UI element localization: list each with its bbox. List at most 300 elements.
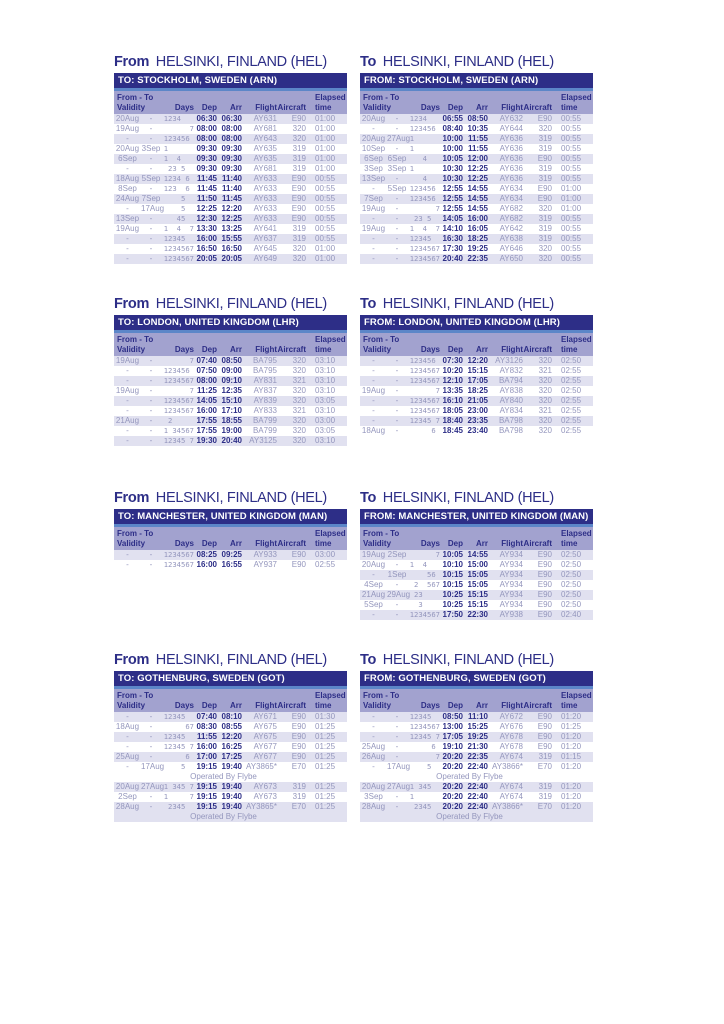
aircraft-type-cell: 320 — [538, 254, 552, 263]
elapsed-time-cell: 02:50 — [561, 356, 582, 365]
table-row — [360, 426, 593, 436]
dep-time-cell: 10:25 — [442, 590, 463, 599]
flight-header: Flight — [501, 538, 523, 548]
table-row — [360, 134, 593, 144]
days-cell: 1234567 — [163, 560, 194, 569]
column-header-line-2 — [360, 701, 593, 711]
validity-to-cell: 17Aug — [141, 204, 165, 213]
arr-header: Arr — [475, 344, 488, 354]
elapsed-header: Elapsed — [561, 529, 592, 538]
elapsed-time-cell: 02:50 — [561, 570, 582, 579]
validity-to-cell: - — [395, 366, 399, 375]
table-rows — [114, 114, 347, 264]
from-to-header: From - To — [363, 691, 400, 700]
validity-to-cell: - — [149, 376, 153, 385]
elapsed-time-cell: 01:20 — [561, 732, 582, 741]
validity-header: Validity — [363, 102, 392, 112]
flight-number-cell: AY644 — [499, 124, 523, 133]
dep-time-cell: 18:40 — [442, 416, 463, 425]
table-row — [360, 154, 593, 164]
dep-time-cell: 13:35 — [442, 386, 463, 395]
aircraft-type-cell: 319 — [538, 164, 552, 173]
elapsed-time-cell: 00:55 — [315, 184, 336, 193]
elapsed-time-cell: 01:00 — [315, 114, 336, 123]
validity-to-cell: 6Sep — [387, 154, 407, 163]
aircraft-header: Aircraft — [277, 700, 306, 710]
days-cell: 12345 7 — [409, 416, 440, 425]
table-row — [114, 204, 347, 214]
arr-time-cell: 09:30 — [221, 154, 242, 163]
validity-to-cell: - — [149, 742, 153, 751]
days-cell: 123456 — [409, 356, 440, 365]
flight-number-cell: AY934 — [499, 570, 523, 579]
aircraft-type-cell: 319 — [538, 234, 552, 243]
timetable-block — [360, 54, 593, 264]
arr-time-cell: 15:15 — [467, 590, 488, 599]
flight-number-cell: AY938 — [499, 610, 523, 619]
elapsed-time-cell: 03:10 — [315, 366, 336, 375]
days-cell: 12345 — [163, 732, 194, 741]
flight-number-cell: AY840 — [499, 396, 523, 405]
airport-label: HELSINKI, FINLAND (HEL) — [155, 490, 327, 506]
flight-number-cell: AY646 — [499, 244, 523, 253]
arr-time-cell: 18:25 — [467, 234, 488, 243]
days-cell: 1 4 — [409, 560, 440, 569]
flight-number-cell: AY674 — [499, 752, 523, 761]
flight-number-cell: AY677 — [253, 742, 277, 751]
days-cell: 7 — [409, 386, 440, 395]
table-row — [360, 792, 593, 802]
flight-number-cell: AY934 — [499, 560, 523, 569]
elapsed-time-cell: 01:00 — [315, 254, 336, 263]
arr-time-cell: 22:40 — [467, 782, 488, 791]
validity-to-cell: - — [395, 406, 399, 415]
validity-from-cell: 4Sep — [364, 580, 383, 589]
flight-number-cell: AY934 — [499, 590, 523, 599]
flight-number-cell: AY643 — [253, 134, 277, 143]
validity-to-cell: - — [395, 234, 399, 243]
flight-number-cell: BA799 — [252, 426, 277, 435]
aircraft-type-cell: E90 — [291, 174, 306, 183]
column-header — [114, 689, 347, 712]
elapsed-time-cell: 03:00 — [315, 416, 336, 425]
dep-time-cell: 07:30 — [442, 356, 463, 365]
dep-time-cell: 19:15 — [196, 782, 217, 791]
flight-number-cell: AY633 — [253, 174, 277, 183]
days-cell: 67 — [163, 722, 194, 731]
table-row — [114, 762, 347, 772]
days-cell: 123456 — [409, 124, 440, 133]
validity-from-cell: - — [126, 426, 129, 435]
arr-time-cell: 15:00 — [467, 560, 488, 569]
elapsed-time-cell: 03:05 — [315, 426, 336, 435]
dep-time-cell: 20:05 — [196, 254, 217, 263]
dep-time-cell: 07:40 — [196, 712, 217, 721]
elapsed-time-cell: 00:55 — [315, 204, 336, 213]
arr-time-cell: 08:50 — [221, 356, 242, 365]
table-row — [114, 376, 347, 386]
column-header-line-1 — [360, 691, 593, 701]
arr-time-cell: 19:40 — [221, 802, 242, 811]
validity-to-cell: - — [149, 114, 153, 123]
validity-from-cell: 19Aug — [115, 356, 140, 365]
days-cell: 1234567 — [409, 722, 440, 731]
time-header: time — [315, 344, 332, 354]
validity-header: Validity — [117, 538, 146, 548]
flight-number-cell: AY678 — [499, 732, 523, 741]
validity-from-cell: 19Aug — [361, 224, 386, 233]
arr-time-cell: 16:50 — [221, 244, 242, 253]
validity-from-cell: - — [372, 570, 375, 579]
elapsed-time-cell: 02:55 — [315, 560, 336, 569]
table-row — [360, 782, 593, 792]
validity-to-cell: - — [149, 214, 153, 223]
operated-by-note: Operated By Flybe — [114, 812, 347, 822]
dep-header: Dep — [201, 538, 217, 548]
validity-to-cell: - — [395, 560, 399, 569]
validity-from-cell: 3Sep — [364, 164, 383, 173]
arr-time-cell: 16:25 — [221, 742, 242, 751]
validity-from-cell: 13Sep — [361, 174, 386, 183]
elapsed-time-cell: 02:55 — [561, 366, 582, 375]
table-row — [360, 376, 593, 386]
elapsed-time-cell: 03:05 — [315, 396, 336, 405]
flight-number-cell: AY677 — [253, 752, 277, 761]
arr-header: Arr — [229, 344, 242, 354]
arr-time-cell: 17:05 — [467, 376, 488, 385]
dep-time-cell: 16:00 — [196, 234, 217, 243]
column-header-line-1 — [114, 529, 347, 539]
dep-header: Dep — [447, 102, 463, 112]
dep-time-cell: 16:00 — [196, 560, 217, 569]
flight-number-cell: AY682 — [499, 214, 523, 223]
table-row — [360, 722, 593, 732]
days-header: Days — [174, 700, 194, 710]
elapsed-time-cell: 01:20 — [561, 792, 582, 801]
validity-from-cell: 18Aug — [115, 174, 140, 183]
elapsed-time-cell: 01:25 — [315, 762, 336, 771]
flight-number-cell: AY636 — [499, 164, 523, 173]
days-cell: 2 — [163, 416, 194, 425]
route-header-bar: TO: MANCHESTER, UNITED KINGDOM (MAN) — [114, 509, 347, 524]
aircraft-type-cell: E90 — [537, 194, 552, 203]
dep-time-cell: 07:50 — [196, 366, 217, 375]
arr-time-cell: 12:25 — [221, 214, 242, 223]
arr-time-cell: 20:05 — [221, 254, 242, 263]
validity-to-cell: - — [149, 732, 153, 741]
dep-time-cell: 13:00 — [442, 722, 463, 731]
aircraft-type-cell: 320 — [538, 386, 552, 395]
validity-to-cell: - — [395, 194, 399, 203]
dep-time-cell: 20:20 — [442, 782, 463, 791]
dep-time-cell: 11:25 — [196, 386, 217, 395]
column-header-line-2 — [114, 539, 347, 549]
table-pair — [114, 652, 724, 822]
days-cell: 7 — [409, 204, 440, 213]
elapsed-time-cell: 02:55 — [561, 416, 582, 425]
aircraft-type-cell: 319 — [292, 234, 306, 243]
table-row — [360, 752, 593, 762]
validity-to-cell: - — [395, 752, 399, 761]
flight-number-cell: AY934 — [499, 550, 523, 559]
dep-time-cell: 17:50 — [442, 610, 463, 619]
validity-to-cell: - — [395, 722, 399, 731]
table-row — [360, 356, 593, 366]
aircraft-type-cell: 319 — [292, 224, 306, 233]
days-cell: 2 567 — [409, 580, 440, 589]
dep-time-cell: 19:15 — [196, 792, 217, 801]
dep-time-cell: 16:00 — [196, 742, 217, 751]
days-cell: 12345 — [409, 234, 440, 243]
dep-time-cell: 10:30 — [442, 164, 463, 173]
validity-from-cell: - — [372, 762, 375, 771]
days-cell: 5 — [409, 762, 440, 771]
table-rows — [360, 550, 593, 620]
time-header: time — [315, 538, 332, 548]
arr-time-cell: 17:25 — [221, 752, 242, 761]
aircraft-type-cell: E90 — [537, 154, 552, 163]
flight-number-cell: AY832 — [499, 366, 523, 375]
flight-header: Flight — [501, 700, 523, 710]
days-cell: 4 — [409, 154, 440, 163]
elapsed-time-cell: 01:20 — [561, 782, 582, 791]
validity-from-cell: 10Sep — [361, 144, 386, 153]
days-cell: 1 — [409, 144, 440, 153]
arr-time-cell: 14:55 — [467, 194, 488, 203]
airport-label: HELSINKI, FINLAND (HEL) — [155, 296, 327, 312]
validity-from-cell: - — [372, 610, 375, 619]
validity-from-cell: 18Aug — [361, 426, 386, 435]
elapsed-time-cell: 03:10 — [315, 356, 336, 365]
aircraft-type-cell: 320 — [538, 416, 552, 425]
table-row — [114, 254, 347, 264]
arr-time-cell: 12:20 — [221, 732, 242, 741]
dep-time-cell: 08:30 — [196, 722, 217, 731]
aircraft-type-cell: E70 — [537, 802, 552, 811]
elapsed-time-cell: 02:55 — [561, 396, 582, 405]
column-header-line-2 — [114, 701, 347, 711]
elapsed-time-cell: 00:55 — [561, 134, 582, 143]
validity-to-cell: - — [149, 396, 153, 405]
aircraft-type-cell: 320 — [292, 254, 306, 263]
aircraft-type-cell: E90 — [537, 550, 552, 559]
table-row — [114, 184, 347, 194]
elapsed-time-cell: 02:50 — [561, 600, 582, 609]
from-to-header: From - To — [117, 529, 154, 538]
table-row — [114, 134, 347, 144]
column-header-line-2 — [360, 539, 593, 549]
dep-time-cell: 07:40 — [196, 356, 217, 365]
validity-to-cell: 1Sep — [387, 570, 407, 579]
table-row — [114, 164, 347, 174]
table-row — [360, 550, 593, 560]
dep-time-cell: 19:10 — [442, 742, 463, 751]
days-header: Days — [174, 344, 194, 354]
aircraft-type-cell: E70 — [291, 762, 306, 771]
aircraft-type-cell: E90 — [537, 570, 552, 579]
table-row — [114, 802, 347, 812]
validity-from-cell: - — [372, 396, 375, 405]
days-cell: 6 — [409, 426, 440, 435]
validity-from-cell: - — [372, 712, 375, 721]
arr-time-cell: 22:40 — [467, 802, 488, 811]
validity-to-cell: - — [149, 224, 153, 233]
days-cell: 123456 — [163, 366, 194, 375]
arr-time-cell: 06:30 — [221, 114, 242, 123]
arr-time-cell: 15:55 — [221, 234, 242, 243]
table-title — [114, 490, 347, 506]
validity-header: Validity — [363, 344, 392, 354]
table-row — [360, 570, 593, 580]
aircraft-type-cell: E90 — [291, 712, 306, 721]
arr-time-cell: 09:30 — [221, 164, 242, 173]
aircraft-header: Aircraft — [277, 538, 306, 548]
aircraft-type-cell: E90 — [537, 722, 552, 731]
table-row — [360, 386, 593, 396]
validity-to-cell: 27Aug — [141, 782, 165, 791]
elapsed-time-cell: 01:00 — [315, 154, 336, 163]
arr-time-cell: 16:55 — [221, 560, 242, 569]
days-cell: 7 — [409, 752, 440, 761]
validity-to-cell: - — [149, 154, 153, 163]
arr-time-cell: 08:00 — [221, 134, 242, 143]
column-header — [360, 527, 593, 550]
flight-number-cell: AY650 — [499, 254, 523, 263]
days-cell: 1 4 — [163, 154, 194, 163]
elapsed-time-cell: 01:00 — [561, 184, 582, 193]
dep-time-cell: 12:25 — [196, 204, 217, 213]
elapsed-time-cell: 00:55 — [315, 234, 336, 243]
table-row — [114, 214, 347, 224]
dep-header: Dep — [201, 102, 217, 112]
table-rows — [360, 356, 593, 436]
flight-number-cell: AY637 — [253, 234, 277, 243]
aircraft-type-cell: 320 — [538, 244, 552, 253]
validity-to-cell: - — [149, 366, 153, 375]
flight-number-cell: AY636 — [499, 154, 523, 163]
arr-time-cell: 14:55 — [467, 184, 488, 193]
flight-number-cell: AY631 — [253, 114, 277, 123]
days-cell: 12345 7 — [163, 742, 194, 751]
elapsed-time-cell: 02:50 — [561, 590, 582, 599]
dep-time-cell: 10:00 — [442, 134, 463, 143]
arr-time-cell: 13:25 — [221, 224, 242, 233]
validity-to-cell: - — [149, 802, 153, 811]
from-to-header: From - To — [117, 93, 154, 102]
aircraft-type-cell: 319 — [538, 214, 552, 223]
validity-from-cell: 20Aug — [361, 114, 386, 123]
dep-header: Dep — [201, 344, 217, 354]
days-cell: 23 — [409, 590, 440, 599]
validity-from-cell: - — [372, 722, 375, 731]
days-cell: 1234567 — [163, 254, 194, 263]
aircraft-header: Aircraft — [523, 102, 552, 112]
days-cell: 1 345 7 — [163, 782, 194, 791]
aircraft-type-cell: 319 — [538, 144, 552, 153]
elapsed-time-cell: 01:20 — [561, 762, 582, 771]
validity-from-cell: 19Aug — [115, 124, 140, 133]
dep-time-cell: 08:40 — [442, 124, 463, 133]
aircraft-type-cell: 320 — [538, 356, 552, 365]
direction-label: To — [360, 652, 380, 668]
flight-number-cell: AY632 — [499, 114, 523, 123]
arr-time-cell: 08:55 — [221, 722, 242, 731]
arr-time-cell: 09:25 — [221, 550, 242, 559]
arr-time-cell: 10:35 — [467, 124, 488, 133]
days-cell: 12345 7 — [163, 436, 194, 445]
validity-to-cell: - — [149, 406, 153, 415]
aircraft-type-cell: 319 — [538, 782, 552, 791]
arr-time-cell: 12:20 — [467, 356, 488, 365]
dep-time-cell: 10:15 — [442, 570, 463, 579]
dep-time-cell: 10:10 — [442, 560, 463, 569]
elapsed-time-cell: 00:55 — [561, 114, 582, 123]
days-cell: 6 — [409, 742, 440, 751]
aircraft-type-cell: E90 — [537, 184, 552, 193]
validity-from-cell: 6Sep — [364, 154, 383, 163]
route-header-bar: FROM: MANCHESTER, UNITED KINGDOM (MAN) — [360, 509, 593, 524]
days-cell: 1234567 — [163, 396, 194, 405]
validity-to-cell: 3Sep — [141, 144, 161, 153]
flight-number-cell: AY933 — [253, 550, 277, 559]
dep-time-cell: 12:30 — [196, 214, 217, 223]
validity-to-cell: 7Sep — [141, 194, 161, 203]
flight-header: Flight — [501, 102, 523, 112]
elapsed-time-cell: 02:50 — [561, 550, 582, 559]
days-cell: 1234567 — [409, 610, 440, 619]
validity-from-cell: 21Aug — [115, 416, 140, 425]
table-row — [360, 416, 593, 426]
airport-label: HELSINKI, FINLAND (HEL) — [155, 652, 327, 668]
validity-to-cell: - — [395, 610, 399, 619]
flight-number-cell: AY674 — [499, 792, 523, 801]
dep-time-cell: 12:55 — [442, 184, 463, 193]
validity-from-cell: 25Aug — [115, 752, 140, 761]
direction-label: From — [114, 54, 153, 70]
elapsed-time-cell: 01:00 — [315, 244, 336, 253]
days-cell: 1 34567 — [163, 426, 194, 435]
days-header: Days — [420, 700, 440, 710]
aircraft-type-cell: E90 — [291, 732, 306, 741]
from-to-header: From - To — [363, 529, 400, 538]
table-row — [360, 366, 593, 376]
days-cell: 56 — [409, 570, 440, 579]
aircraft-type-cell: E90 — [537, 732, 552, 741]
arr-time-cell: 22:40 — [467, 762, 488, 771]
dep-time-cell: 06:30 — [196, 114, 217, 123]
aircraft-type-cell: 320 — [292, 436, 306, 445]
flight-number-cell: AY634 — [499, 184, 523, 193]
table-row — [114, 752, 347, 762]
aircraft-type-cell: E90 — [291, 114, 306, 123]
table-row — [360, 712, 593, 722]
validity-to-cell: - — [149, 792, 153, 801]
table-row — [114, 224, 347, 234]
validity-from-cell: 8Sep — [118, 184, 137, 193]
elapsed-time-cell: 01:30 — [315, 712, 336, 721]
validity-to-cell: - — [395, 396, 399, 405]
days-cell: 2345 — [409, 802, 440, 811]
days-cell: 1234567 — [409, 254, 440, 263]
days-cell: 1234567 — [409, 244, 440, 253]
validity-to-cell: 17Aug — [387, 762, 411, 771]
arr-time-cell: 12:35 — [221, 386, 242, 395]
table-row — [360, 174, 593, 184]
arr-time-cell: 14:55 — [467, 204, 488, 213]
arr-time-cell: 08:10 — [221, 712, 242, 721]
aircraft-type-cell: E90 — [291, 214, 306, 223]
arr-time-cell: 18:25 — [467, 386, 488, 395]
